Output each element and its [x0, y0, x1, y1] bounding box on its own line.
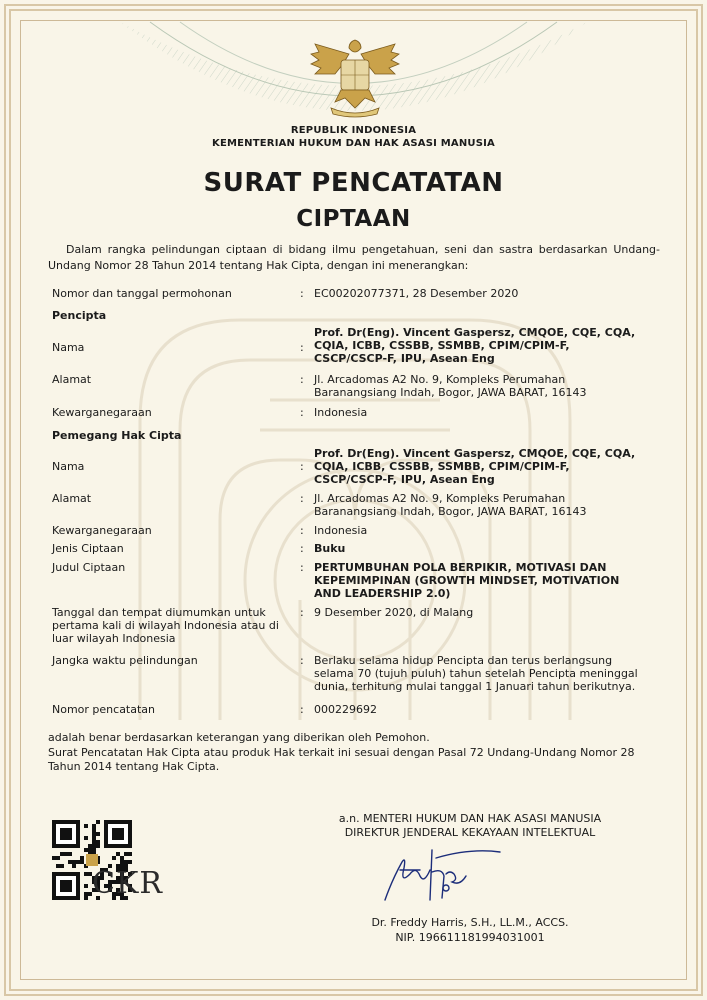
jenis-ciptaan-value: Buku	[314, 542, 346, 555]
jangka-waktu-label: Jangka waktu pelindungan	[52, 654, 198, 667]
pemegang-alamat-label: Alamat	[52, 492, 92, 505]
pencipta-alamat-line2: Baranangsiang Indah, Bogor, JAWA BARAT, 16143	[314, 386, 587, 399]
judul-ciptaan-label: Judul Ciptaan	[52, 561, 126, 574]
closing-line1: adalah benar berdasarkan keterangan yang diberikan oleh Pemohon.	[48, 731, 430, 744]
jangka-line2: selama 70 (tujuh puluh) tahun setelah Pencipta meninggal	[314, 667, 638, 680]
pemegang-nama-label: Nama	[52, 460, 85, 473]
pemegang-kewarganegaraan-value: Indonesia	[314, 524, 368, 537]
pemegang-nama-line1: Prof. Dr(Eng). Vincent Gaspersz, CMQOE, CQE, CQA,	[314, 447, 636, 460]
colon: :	[300, 492, 304, 505]
pencipta-nama-line2: CQIA, ICBB, CSSBB, SSMBB, CPIM/CPIM-F,	[314, 339, 570, 352]
colon: :	[300, 606, 304, 619]
pemegang-heading: Pemegang Hak Cipta	[52, 429, 182, 442]
tanggal-label-line1: Tanggal dan tempat diumumkan untuk	[52, 606, 266, 619]
signatory-name: Dr. Freddy Harris, S.H., LL.M., ACCS.	[371, 916, 569, 929]
colon: :	[300, 373, 304, 386]
country-heading: REPUBLIK INDONESIA	[290, 125, 417, 136]
ckr-stamp: CKR	[92, 866, 163, 901]
ministry-heading: KEMENTERIAN HUKUM DAN HAK ASASI MANUSIA	[212, 138, 495, 149]
tanggal-diumumkan-value: 9 Desember 2020, di Malang	[314, 606, 474, 619]
pencipta-alamat-value	[314, 373, 659, 399]
colon: :	[300, 542, 304, 555]
document-title-line1: SURAT PENCATATAN	[203, 168, 504, 198]
pencipta-nama-label: Nama	[52, 341, 85, 354]
judul-line1: PERTUMBUHAN POLA BERPIKIR, MOTIVASI DAN	[314, 561, 607, 574]
pencipta-alamat-line1: Jl. Arcadomas A2 No. 9, Kompleks Perumahan	[314, 373, 566, 386]
closing-line3: Tahun 2014 tentang Hak Cipta.	[48, 760, 220, 773]
colon: :	[300, 287, 304, 300]
pemegang-nama-value	[314, 447, 659, 486]
signatory-position: DIREKTUR JENDERAL KEKAYAAN INTELEKTUAL	[344, 826, 596, 839]
pencipta-nama-line3: CSCP/CSCP-F, IPU, Asean Eng	[314, 352, 495, 365]
jangka-line3: dunia, terhitung mulai tanggal 1 Januari tahun berikutnya.	[314, 680, 636, 693]
intro-text: Dalam rangka pelindungan ciptaan di bidang ilmu pengetahuan, seni dan sastra berdasarkan Undang-Undang Nomor 28 Tahun 2014 tentang Hak Cipta, dengan ini menerangkan:	[48, 243, 660, 272]
document-title-line2: CIPTAAN	[296, 206, 411, 232]
signatory-an-line: a.n. MENTERI HUKUM DAN HAK ASASI MANUSIA	[338, 812, 602, 825]
closing-line2: Surat Pencatatan Hak Cipta atau produk Hak terkait ini sesuai dengan Pasal 72 Undang-Undang Nomor 28	[48, 745, 635, 759]
colon: :	[300, 406, 304, 419]
colon: :	[300, 460, 304, 473]
colon: :	[300, 561, 304, 574]
judul-line3: AND LEADERSHIP 2.0)	[314, 587, 451, 600]
pemegang-alamat-value	[314, 492, 659, 518]
pemegang-alamat-line2: Baranangsiang Indah, Bogor, JAWA BARAT, 16143	[314, 505, 587, 518]
jangka-line1: Berlaku selama hidup Pencipta dan terus berlangsung	[314, 654, 613, 667]
pencipta-nama-value	[314, 326, 659, 365]
tanggal-diumumkan-label	[52, 606, 292, 645]
intro-paragraph	[48, 242, 660, 274]
pencipta-kewarganegaraan-label: Kewarganegaraan	[52, 406, 152, 419]
judul-line2: KEPEMIMPINAN (GROWTH MINDSET, MOTIVATION	[314, 574, 620, 587]
colon: :	[300, 654, 304, 667]
jenis-ciptaan-label: Jenis Ciptaan	[52, 542, 124, 555]
signature-icon	[380, 840, 520, 910]
judul-ciptaan-value	[314, 561, 659, 600]
nomor-pencatatan-value: 000229692	[314, 703, 377, 716]
signatory-nip: NIP. 196611181994031001	[395, 931, 545, 944]
closing-statement	[48, 731, 668, 775]
pemegang-kewarganegaraan-label: Kewarganegaraan	[52, 524, 152, 537]
nomor-permohonan-value: EC00202077371, 28 Desember 2020	[314, 287, 519, 300]
nomor-permohonan-label: Nomor dan tanggal permohonan	[52, 287, 232, 300]
pencipta-alamat-label: Alamat	[52, 373, 92, 386]
colon: :	[300, 703, 304, 716]
pencipta-nama-line1: Prof. Dr(Eng). Vincent Gaspersz, CMQOE, CQE, CQA,	[314, 326, 636, 339]
jangka-waktu-value	[314, 654, 659, 693]
nomor-pencatatan-label: Nomor pencatatan	[52, 703, 156, 716]
pemegang-nama-line3: CSCP/CSCP-F, IPU, Asean Eng	[314, 473, 495, 486]
pemegang-alamat-line1: Jl. Arcadomas A2 No. 9, Kompleks Perumahan	[314, 492, 566, 505]
colon: :	[300, 524, 304, 537]
tanggal-label-line3: luar wilayah Indonesia	[52, 632, 176, 645]
pencipta-heading: Pencipta	[52, 309, 107, 322]
tanggal-label-line2: pertama kali di wilayah Indonesia atau di	[52, 619, 279, 632]
pencipta-kewarganegaraan-value: Indonesia	[314, 406, 368, 419]
pemegang-nama-line2: CQIA, ICBB, CSSBB, SSMBB, CPIM/CPIM-F,	[314, 460, 570, 473]
colon: :	[300, 341, 304, 354]
garuda-emblem-icon	[305, 34, 405, 118]
